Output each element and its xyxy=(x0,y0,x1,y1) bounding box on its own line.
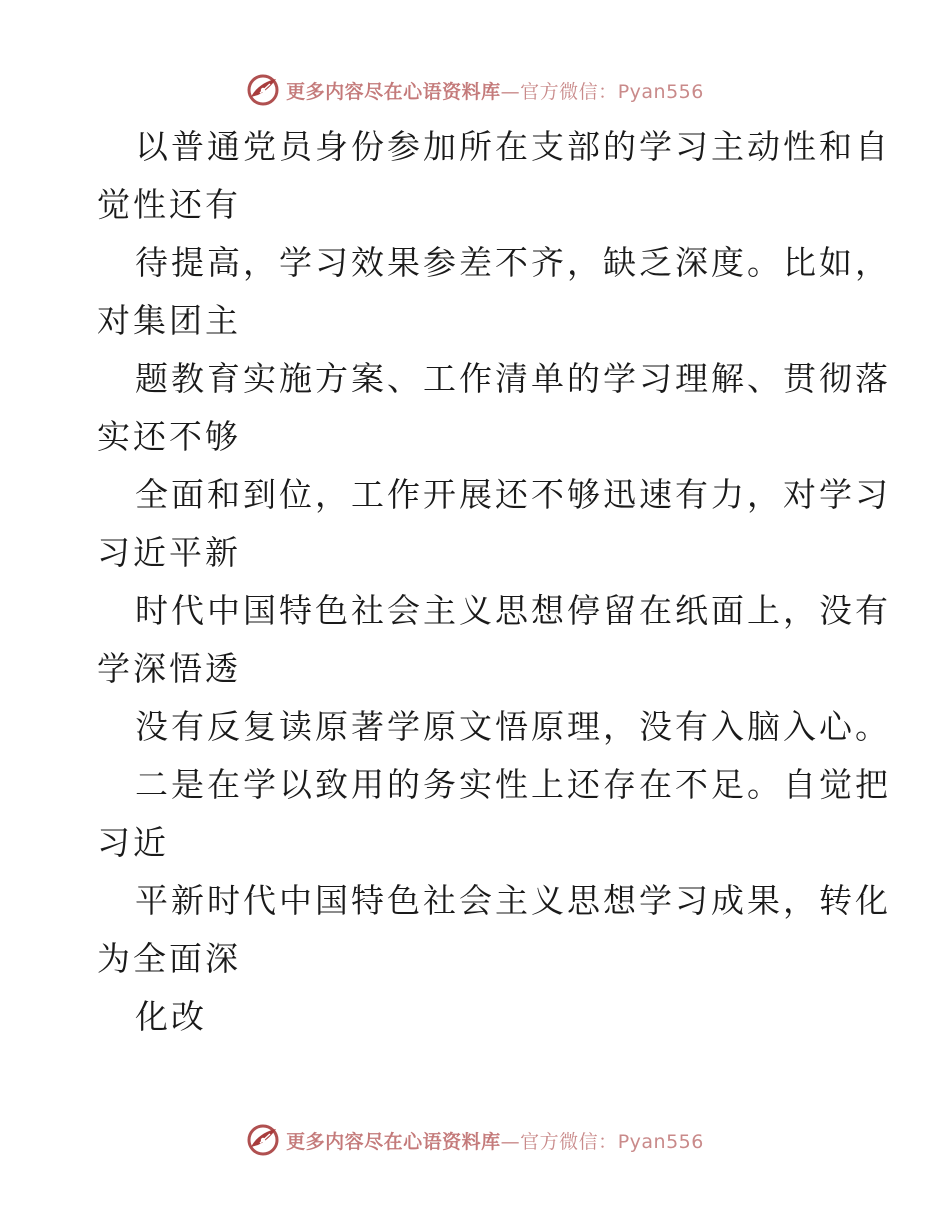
paragraph-line: 对集团主 xyxy=(97,301,241,340)
header-banner-text xyxy=(286,77,704,104)
pen-logo-icon xyxy=(246,73,280,107)
footer-banner-text xyxy=(286,1127,704,1154)
paragraph-line: 化改 xyxy=(135,997,207,1036)
footer-wechat-id: Pyan556 xyxy=(617,1130,704,1153)
paragraph-line: 全面和到位，工作开展还不够迅速有力，对学习 xyxy=(135,475,891,514)
header-banner-inner xyxy=(246,73,704,107)
header-wechat-id: Pyan556 xyxy=(617,80,704,103)
header-banner xyxy=(0,70,950,110)
paragraph-line: 习近平新 xyxy=(97,533,241,572)
paragraph-line: 待提高，学习效果参差不齐，缺乏深度。比如， xyxy=(135,243,891,282)
footer-banner xyxy=(0,1120,950,1160)
footer-site-text: 更多内容尽在心语资料库 xyxy=(286,1130,501,1153)
paragraph-line: 习近 xyxy=(97,823,169,862)
paragraph-line: 题教育实施方案、工作清单的学习理解、贯彻落 xyxy=(135,359,891,398)
document-body xyxy=(97,118,891,1046)
paragraph-line: 学深悟透 xyxy=(97,649,241,688)
pen-logo-icon xyxy=(246,1123,280,1157)
paragraph-line: 没有反复读原著学原文悟原理，没有入脑入心。 xyxy=(135,707,891,746)
header-dash: — xyxy=(500,80,521,103)
paragraph-line: 为全面深 xyxy=(97,939,241,978)
paragraph-line: 平新时代中国特色社会主义思想学习成果，转化 xyxy=(135,881,891,920)
header-site-text: 更多内容尽在心语资料库 xyxy=(286,80,501,103)
paragraph-line: 觉性还有 xyxy=(97,185,241,224)
paragraph-line: 以普通党员身份参加所在支部的学习主动性和自 xyxy=(135,127,891,166)
footer-wechat-text: 官方微信： xyxy=(520,1130,618,1153)
paragraph-line: 实还不够 xyxy=(97,417,241,456)
paragraph-line: 二是在学以致用的务实性上还存在不足。自觉把 xyxy=(135,765,891,804)
footer-banner-inner xyxy=(246,1123,704,1157)
paragraph-line: 时代中国特色社会主义思想停留在纸面上，没有 xyxy=(135,591,891,630)
footer-dash: — xyxy=(500,1130,521,1153)
header-wechat-text: 官方微信： xyxy=(520,80,618,103)
